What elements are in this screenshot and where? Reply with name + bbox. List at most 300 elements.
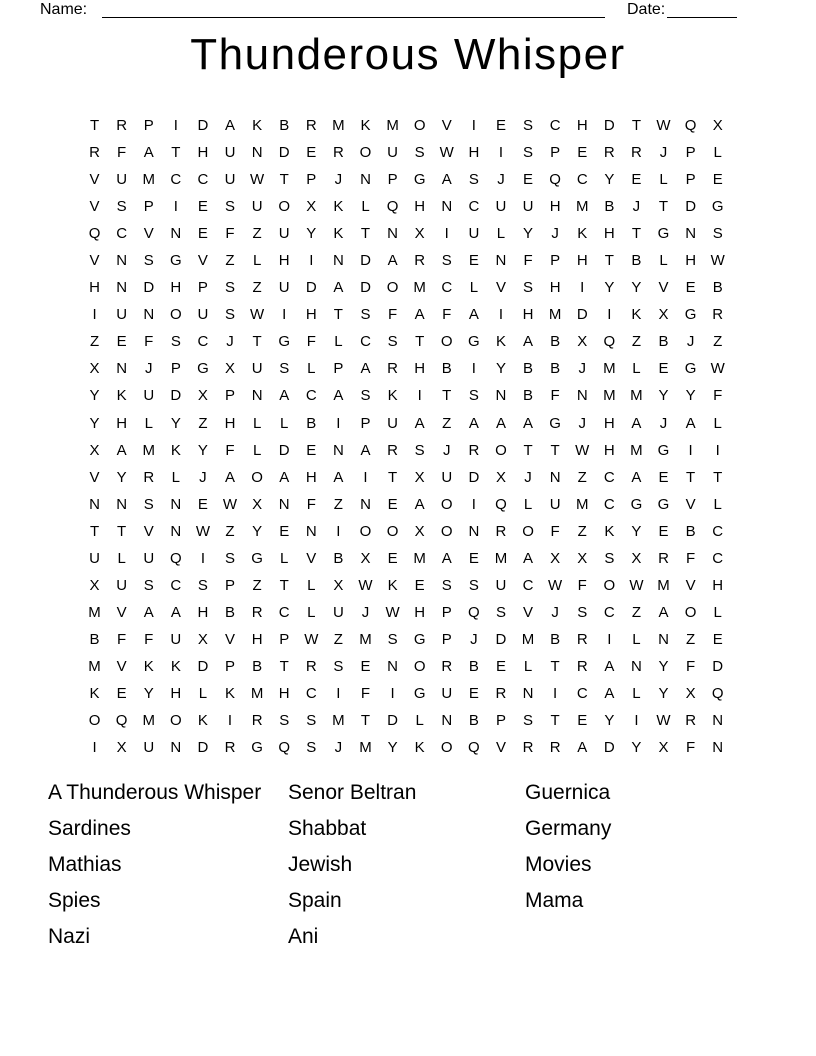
grid-letter: B [712, 279, 723, 297]
grid-letter: R [549, 739, 561, 757]
grid-letter: K [414, 739, 425, 757]
grid-letter: S [495, 603, 506, 621]
grid-letter: K [143, 657, 154, 675]
grid-letter: F [144, 630, 154, 648]
grid-letter: F [523, 252, 533, 270]
grid-letter: A [631, 468, 642, 486]
grid-letter: G [468, 333, 480, 351]
grid-letter: P [441, 603, 452, 621]
grid-letter: B [279, 117, 290, 135]
grid-letter: V [116, 603, 127, 621]
grid-letter: S [414, 144, 425, 162]
grid-letter: I [92, 306, 97, 324]
grid-letter: M [575, 495, 589, 513]
grid-letter: M [88, 603, 101, 621]
grid-letter: Y [604, 171, 615, 189]
grid-letter: J [659, 144, 668, 162]
grid-letter: A [143, 603, 154, 621]
grid-letter: V [685, 495, 696, 513]
grid-letter: N [170, 522, 182, 540]
grid-letter: T [117, 522, 127, 540]
grid-letter: Y [116, 468, 127, 486]
grid-letter: F [225, 441, 235, 459]
grid-letter: E [523, 171, 534, 189]
grid-letter: P [495, 712, 506, 730]
grid-letter: I [282, 306, 287, 324]
grid-letter: J [199, 468, 207, 486]
grid-letter: Z [89, 333, 100, 351]
grid-letter: I [444, 225, 449, 243]
grid-letter: N [631, 657, 642, 675]
grid-letter: K [631, 306, 642, 324]
grid-letter: I [715, 441, 720, 459]
grid-letter: N [170, 225, 182, 243]
grid-letter: O [169, 712, 182, 730]
grid-letter: X [89, 360, 100, 378]
word-list-item: Ani [288, 925, 319, 948]
grid-letter: A [631, 414, 642, 432]
grid-letter: Z [686, 630, 696, 648]
word-list-item: Shabbat [288, 817, 367, 840]
grid-letter: N [712, 739, 724, 757]
grid-letter: B [523, 360, 534, 378]
grid-letter: P [279, 630, 290, 648]
grid-letter: Q [115, 712, 128, 730]
grid-letter: E [279, 522, 290, 540]
date-label: Date: [627, 1, 666, 18]
grid-letter: S [170, 333, 181, 351]
grid-letter: B [631, 252, 642, 270]
grid-letter: S [306, 712, 317, 730]
grid-letter: V [495, 739, 506, 757]
grid-letter: G [278, 333, 291, 351]
grid-letter: O [359, 522, 372, 540]
grid-letter: M [250, 685, 264, 702]
grid-letter: M [332, 117, 345, 135]
grid-letter: D [197, 739, 209, 757]
grid-letter: P [387, 171, 398, 189]
word-list-item: Mathias [48, 853, 122, 876]
grid-letter: H [712, 576, 724, 594]
grid-letter: E [414, 576, 425, 594]
grid-letter: V [143, 225, 154, 243]
grid-letter: Q [549, 171, 561, 189]
grid-letter: S [360, 387, 371, 405]
grid-letter: L [713, 414, 722, 432]
grid-letter: B [468, 657, 479, 675]
grid-letter: D [278, 144, 290, 162]
grid-letter: D [712, 657, 724, 675]
grid-letter: S [143, 576, 154, 594]
grid-letter: V [306, 549, 317, 567]
grid-letter: Y [523, 225, 534, 243]
grid-letter: U [224, 171, 236, 189]
grid-letter: M [630, 441, 643, 459]
grid-letter: Y [89, 387, 100, 405]
grid-letter: E [387, 495, 398, 513]
grid-letter: C [197, 333, 209, 351]
grid-letter: R [251, 603, 263, 621]
grid-letter: N [360, 171, 371, 189]
grid-letter: N [522, 685, 534, 702]
grid-letter: L [713, 144, 722, 162]
grid-letter: T [89, 117, 100, 135]
grid-letter: Y [197, 441, 208, 459]
grid-letter: X [631, 549, 642, 567]
grid-letter: Y [170, 414, 181, 432]
word-list-item: Senor Beltran [288, 781, 417, 804]
grid-letter: E [712, 630, 723, 648]
grid-letter: N [468, 522, 480, 540]
grid-letter: B [333, 549, 344, 567]
grid-letter: V [523, 603, 534, 621]
grid-letter: R [712, 306, 724, 324]
grid-letter: M [413, 549, 426, 567]
grid-letter: E [468, 685, 479, 702]
grid-letter: S [523, 712, 534, 730]
grid-letter: Y [306, 225, 317, 243]
grid-letter: J [470, 630, 478, 648]
grid-letter: A [143, 144, 154, 162]
grid-letter: E [387, 549, 398, 567]
grid-letter: C [603, 468, 615, 486]
grid-letter: L [252, 441, 262, 459]
grid-letter: O [386, 279, 399, 297]
grid-letter: N [387, 657, 398, 675]
grid-letter: F [686, 739, 696, 757]
grid-letter: G [413, 171, 426, 189]
grid-letter: A [116, 441, 127, 459]
grid-letter: L [496, 225, 506, 243]
grid-letter: Q [711, 685, 724, 702]
grid-letter: L [117, 549, 126, 567]
grid-letter: Y [631, 522, 642, 540]
grid-letter: S [143, 252, 154, 270]
grid-letter: L [713, 495, 722, 513]
grid-letter: J [659, 414, 668, 432]
grid-letter: T [252, 333, 262, 351]
grid-letter: S [387, 630, 398, 648]
grid-letter: B [252, 657, 263, 675]
grid-letter: E [495, 117, 506, 135]
grid-letter: S [225, 198, 236, 216]
grid-letter: V [225, 630, 236, 648]
grid-letter: K [225, 685, 236, 702]
grid-letter: N [170, 739, 182, 757]
grid-letter: I [200, 549, 205, 567]
grid-letter: K [387, 387, 398, 405]
grid-letter: Y [252, 522, 263, 540]
grid-letter: A [577, 739, 588, 757]
grid-letter: V [89, 252, 100, 270]
grid-letter: X [577, 333, 588, 351]
grid-letter: V [143, 522, 154, 540]
grid-letter: C [576, 685, 588, 702]
grid-letter: A [333, 387, 344, 405]
grid-letter: S [143, 495, 154, 513]
grid-letter: U [116, 171, 128, 189]
grid-letter: Z [252, 576, 262, 594]
grid-letter: A [414, 414, 425, 432]
grid-letter: X [712, 117, 723, 135]
grid-letter: U [197, 306, 209, 324]
grid-letter: B [550, 630, 561, 648]
grid-letter: E [712, 171, 723, 189]
grid-letter: I [471, 117, 476, 135]
grid-letter: F [117, 630, 127, 648]
grid-letter: F [550, 387, 560, 405]
grid-letter: M [413, 279, 426, 297]
grid-letter: H [170, 685, 182, 702]
grid-letter: P [685, 171, 696, 189]
grid-letter: E [631, 171, 642, 189]
grid-letter: L [523, 495, 533, 513]
grid-letter: A [658, 603, 669, 621]
grid-letter: Y [631, 739, 642, 757]
grid-letter: T [550, 657, 560, 675]
grid-letter: O [386, 522, 399, 540]
grid-letter: W [710, 252, 725, 270]
grid-letter: G [630, 495, 643, 513]
grid-letter: Y [89, 414, 100, 432]
grid-letter: N [278, 495, 290, 513]
grid-letter: V [441, 117, 452, 135]
grid-letter: Y [604, 279, 615, 297]
grid-letter: R [468, 441, 480, 459]
grid-letter: N [251, 144, 263, 162]
grid-letter: O [495, 441, 507, 459]
grid-letter: P [170, 360, 181, 378]
grid-letter: U [468, 225, 480, 243]
grid-letter: V [89, 468, 100, 486]
grid-letter: R [685, 712, 697, 730]
grid-letter: R [576, 657, 588, 675]
grid-letter: T [415, 333, 425, 351]
grid-letter: C [305, 685, 317, 702]
grid-letter: B [658, 333, 669, 351]
grid-letter: P [225, 657, 236, 675]
grid-letter: G [711, 198, 724, 216]
word-list-column [48, 775, 261, 955]
grid-letter: M [142, 171, 155, 189]
grid-letter: E [495, 657, 506, 675]
grid-letter: O [603, 576, 616, 594]
grid-letter: N [251, 387, 263, 405]
grid-letter: U [387, 144, 398, 162]
grid-letter: Y [143, 685, 154, 702]
grid-letter: R [305, 117, 317, 135]
grid-letter: P [306, 171, 317, 189]
grid-letter: U [251, 360, 263, 378]
grid-letter: N [685, 225, 697, 243]
grid-letter: Q [169, 549, 182, 567]
grid-letter: S [441, 252, 452, 270]
grid-letter: I [173, 117, 178, 135]
grid-letter: R [576, 630, 588, 648]
grid-letter: F [550, 522, 560, 540]
grid-letter: T [333, 306, 343, 324]
grid-letter: M [575, 198, 589, 216]
word-list-column [525, 775, 611, 919]
word-list-column [288, 775, 416, 955]
grid-letter: X [333, 576, 344, 594]
grid-letter: J [686, 333, 695, 351]
grid-letter: H [278, 252, 290, 270]
grid-letter: V [116, 657, 127, 675]
grid-letter: R [143, 468, 155, 486]
grid-letter: L [252, 414, 262, 432]
grid-letter: Q [495, 495, 507, 513]
grid-letter: K [170, 657, 181, 675]
grid-letter: G [413, 630, 426, 648]
grid-letter: I [471, 360, 476, 378]
grid-letter: A [523, 549, 534, 567]
grid-letter: T [550, 441, 560, 459]
word-search-grid [81, 112, 731, 761]
grid-letter: E [468, 549, 479, 567]
grid-letter: H [603, 441, 615, 459]
grid-letter: T [387, 468, 398, 486]
grid-letter: U [116, 576, 128, 594]
grid-letter: D [603, 739, 615, 757]
grid-letter: V [685, 576, 696, 594]
grid-letter: N [712, 712, 724, 730]
grid-letter: L [469, 279, 479, 297]
grid-letter: L [144, 414, 153, 432]
grid-letter: A [495, 414, 506, 432]
grid-letter: A [333, 468, 344, 486]
grid-letter: K [170, 441, 181, 459]
word-list [0, 775, 816, 975]
grid-letter: E [197, 198, 208, 216]
grid-letter: N [360, 495, 371, 513]
grid-letter: N [495, 387, 507, 405]
grid-letter: G [251, 549, 263, 567]
grid-letter: U [224, 144, 236, 162]
grid-letter: D [305, 279, 317, 297]
grid-letter: N [332, 252, 344, 270]
grid-letter: V [495, 279, 506, 297]
grid-letter: D [143, 279, 155, 297]
grid-letter: Y [658, 657, 669, 675]
grid-letter: L [280, 414, 289, 432]
grid-letter: W [656, 117, 671, 135]
grid-letter: A [279, 468, 290, 486]
grid-letter: A [604, 657, 615, 675]
grid-letter: C [468, 198, 480, 216]
grid-letter: K [116, 387, 127, 405]
grid-letter: S [225, 549, 236, 567]
grid-letter: G [413, 685, 426, 702]
grid-letter: H [576, 117, 588, 135]
grid-letter: L [659, 171, 668, 189]
grid-letter: E [116, 685, 127, 702]
grid-letter: E [658, 468, 669, 486]
grid-letter: R [305, 657, 317, 675]
grid-letter: I [634, 712, 639, 730]
grid-letter: U [549, 495, 561, 513]
grid-letter: U [278, 225, 290, 243]
grid-letter: H [414, 603, 426, 621]
grid-letter: K [197, 712, 208, 730]
grid-letter: P [441, 630, 452, 648]
grid-letter: T [279, 576, 289, 594]
grid-letter: N [495, 252, 507, 270]
grid-letter: F [713, 387, 723, 405]
grid-letter: C [603, 495, 615, 513]
grid-letter: T [279, 657, 289, 675]
grid-letter: I [471, 495, 476, 513]
grid-letter: Q [88, 225, 101, 243]
grid-letter: C [197, 171, 209, 189]
grid-letter: B [89, 630, 100, 648]
grid-letter: I [227, 712, 233, 730]
grid-letter: U [522, 198, 534, 216]
grid-letter: O [359, 144, 372, 162]
grid-letter: D [603, 117, 615, 135]
grid-letter: R [495, 522, 507, 540]
grid-letter: M [359, 630, 372, 648]
grid-letter: X [197, 630, 208, 648]
grid-letter: M [386, 117, 399, 135]
grid-letter: D [576, 306, 588, 324]
grid-letter: Z [333, 495, 343, 513]
grid-letter: A [523, 414, 534, 432]
grid-letter: R [603, 144, 615, 162]
grid-letter: I [336, 522, 341, 540]
grid-letter: G [549, 414, 561, 432]
grid-letter: W [548, 576, 563, 594]
grid-letter: L [523, 657, 533, 675]
grid-letter: I [417, 387, 422, 405]
grid-letter: S [523, 144, 534, 162]
grid-letter: N [116, 495, 128, 513]
grid-letter: N [441, 712, 453, 730]
grid-letter: N [116, 360, 128, 378]
grid-letter: M [521, 630, 535, 648]
grid-letter: X [414, 522, 425, 540]
word-list-item: Nazi [48, 925, 91, 948]
grid-letter: T [713, 468, 723, 486]
grid-letter: E [468, 252, 479, 270]
grid-letter: C [360, 333, 371, 351]
grid-letter: R [387, 360, 398, 378]
grid-letter: U [251, 198, 263, 216]
grid-letter: E [306, 441, 317, 459]
grid-letter: D [387, 712, 398, 730]
grid-letter: R [332, 144, 344, 162]
grid-letter: F [306, 333, 316, 351]
grid-letter: M [88, 657, 101, 675]
grid-letter: Z [225, 252, 235, 270]
grid-letter: B [306, 414, 317, 432]
grid-letter: I [390, 685, 395, 702]
grid-letter: K [360, 117, 371, 135]
grid-letter: S [279, 712, 290, 730]
grid-letter: Y [495, 360, 506, 378]
grid-letter: P [550, 144, 561, 162]
grid-letter: T [360, 225, 371, 243]
grid-letter: U [495, 576, 507, 594]
grid-letter: R [414, 252, 426, 270]
grid-letter: W [195, 522, 210, 540]
grid-letter: T [279, 171, 289, 189]
grid-letter: L [307, 603, 316, 621]
grid-letter: N [658, 630, 669, 648]
grid-letter: L [280, 549, 289, 567]
grid-letter: E [197, 495, 208, 513]
grid-letter: B [523, 387, 534, 405]
